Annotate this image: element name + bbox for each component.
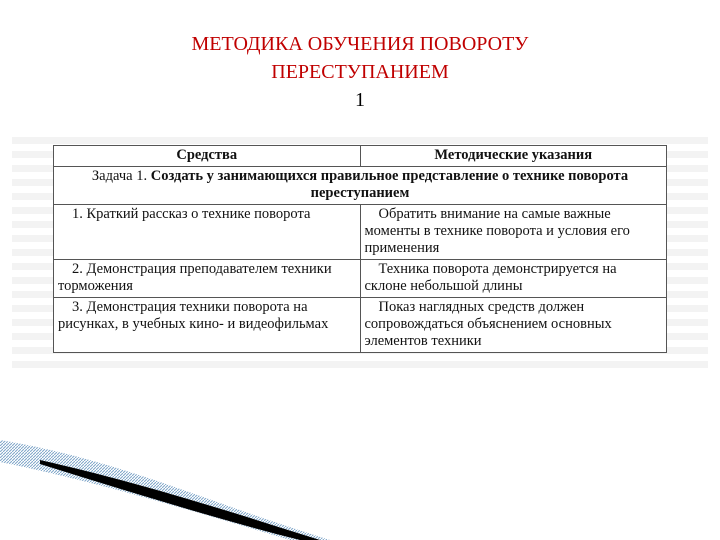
title-line-1: МЕТОДИКА ОБУЧЕНИЯ ПОВОРОТУ xyxy=(191,33,529,55)
method-table xyxy=(53,145,667,353)
guidance-cell: Обратить внимание на самые важные моменты в технике поворота и условия его применения xyxy=(360,205,667,260)
task-cell xyxy=(54,167,667,205)
task-text: Создать у занимающихся правильное представление о технике поворота переступанием xyxy=(150,168,629,201)
means-cell: 3. Демонстрация техники поворота на рисунках, в учебных кино- и видеофильмах xyxy=(54,298,361,353)
slide-title xyxy=(0,30,720,114)
means-cell: 1. Краткий рассказ о технике поворота xyxy=(54,205,361,260)
guidance-cell: Техника поворота демонстрируется на склоне небольшой длины xyxy=(360,260,667,298)
method-table-container xyxy=(53,145,667,353)
title-line-2: ПЕРЕСТУПАНИЕМ xyxy=(271,61,449,83)
swoosh-dark-band xyxy=(40,460,320,540)
task-prefix: Задача 1. xyxy=(91,168,148,184)
table-row xyxy=(54,205,667,260)
header-means: Средства xyxy=(54,146,361,167)
header-guidance: Методические указания xyxy=(360,146,667,167)
table-row xyxy=(54,260,667,298)
guidance-cell: Показ наглядных средств должен сопровождаться объяснением основных элементов техники xyxy=(360,298,667,353)
means-cell: 2. Демонстрация преподавателем техники торможения xyxy=(54,260,361,298)
task-row xyxy=(54,167,667,205)
table-header-row xyxy=(54,146,667,167)
title-number: 1 xyxy=(355,89,365,111)
corner-swoosh-decoration xyxy=(0,440,720,540)
table-row xyxy=(54,298,667,353)
swoosh-light-band xyxy=(0,440,330,540)
